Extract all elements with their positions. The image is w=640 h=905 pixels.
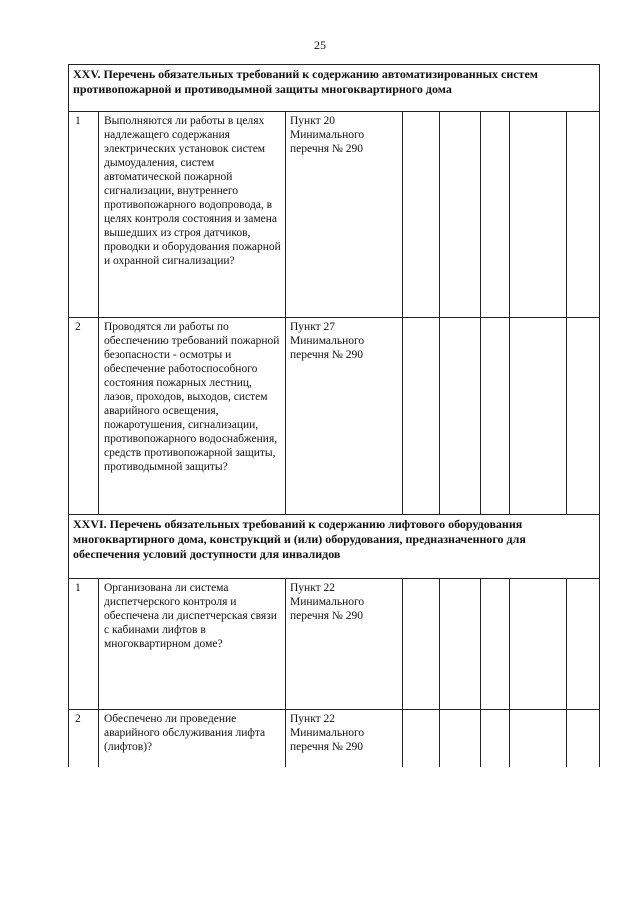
- answer-cell-yes: [403, 318, 440, 514]
- question-cell: Проводятся ли работы по обеспечению требований пожарной безопасности - осмотры и обеспечение работоспособного состояния пожарных лестниц, лазов, проходов, выходов, систем аварийного освещения, пожаротушения, сигнализации, противопожарного водоснабжения, средств противопожарной защиты, противодымной защиты?: [99, 318, 286, 514]
- table-row: [69, 710, 599, 767]
- table-row: [69, 318, 599, 515]
- reference-cell: Пункт 22 Минимального перечня № 290: [286, 710, 403, 767]
- answer-cell-no: [440, 112, 481, 317]
- extra-cell: [567, 112, 599, 317]
- answer-cell-no: [440, 318, 481, 514]
- extra-cell: [567, 710, 599, 767]
- reference-cell: Пункт 22 Минимального перечня № 290: [286, 579, 403, 709]
- answer-cell-na: [481, 710, 510, 767]
- comment-cell: [510, 710, 567, 767]
- row-number: 1: [69, 579, 99, 709]
- page-number: 25: [314, 38, 326, 52]
- section-heading: XXV. Перечень обязательных требований к содержанию автоматизированных систем противопожарной и противодымной защиты многоквартирного дома: [69, 65, 599, 112]
- answer-cell-na: [481, 112, 510, 317]
- question-cell: Организована ли система диспетчерского контроля и обеспечена ли диспетчерская связи с кабинами лифтов в многоквартирном доме?: [99, 579, 286, 709]
- table-row: [69, 579, 599, 710]
- comment-cell: [510, 318, 567, 514]
- reference-cell: Пункт 27 Минимального перечня № 290: [286, 318, 403, 514]
- requirements-table: [68, 64, 600, 767]
- question-cell: Выполняются ли работы в целях надлежащего содержания электрических установок систем дымоудаления, систем автоматической пожарной сигнализации, внутреннего противопожарного водопровода, в целях контроля состояния и замена вышедших из строя датчиков, проводки и оборудования пожарной и охранной сигнализации?: [99, 112, 286, 317]
- answer-cell-no: [440, 579, 481, 709]
- answer-cell-yes: [403, 112, 440, 317]
- answer-cell-na: [481, 318, 510, 514]
- row-number: 2: [69, 318, 99, 514]
- comment-cell: [510, 112, 567, 317]
- reference-cell: Пункт 20 Минимального перечня № 290: [286, 112, 403, 317]
- row-number: 1: [69, 112, 99, 317]
- answer-cell-na: [481, 579, 510, 709]
- section-heading: XXVI. Перечень обязательных требований к содержанию лифтового оборудования многоквартирного дома, конструкций и (или) оборудования, предназначенного для обеспечения условий доступности для инвалидов: [69, 515, 599, 579]
- extra-cell: [567, 318, 599, 514]
- comment-cell: [510, 579, 567, 709]
- table-row: [69, 112, 599, 318]
- answer-cell-no: [440, 710, 481, 767]
- answer-cell-yes: [403, 579, 440, 709]
- answer-cell-yes: [403, 710, 440, 767]
- row-number: 2: [69, 710, 99, 767]
- extra-cell: [567, 579, 599, 709]
- question-cell: Обеспечено ли проведение аварийного обслуживания лифта (лифтов)?: [99, 710, 286, 767]
